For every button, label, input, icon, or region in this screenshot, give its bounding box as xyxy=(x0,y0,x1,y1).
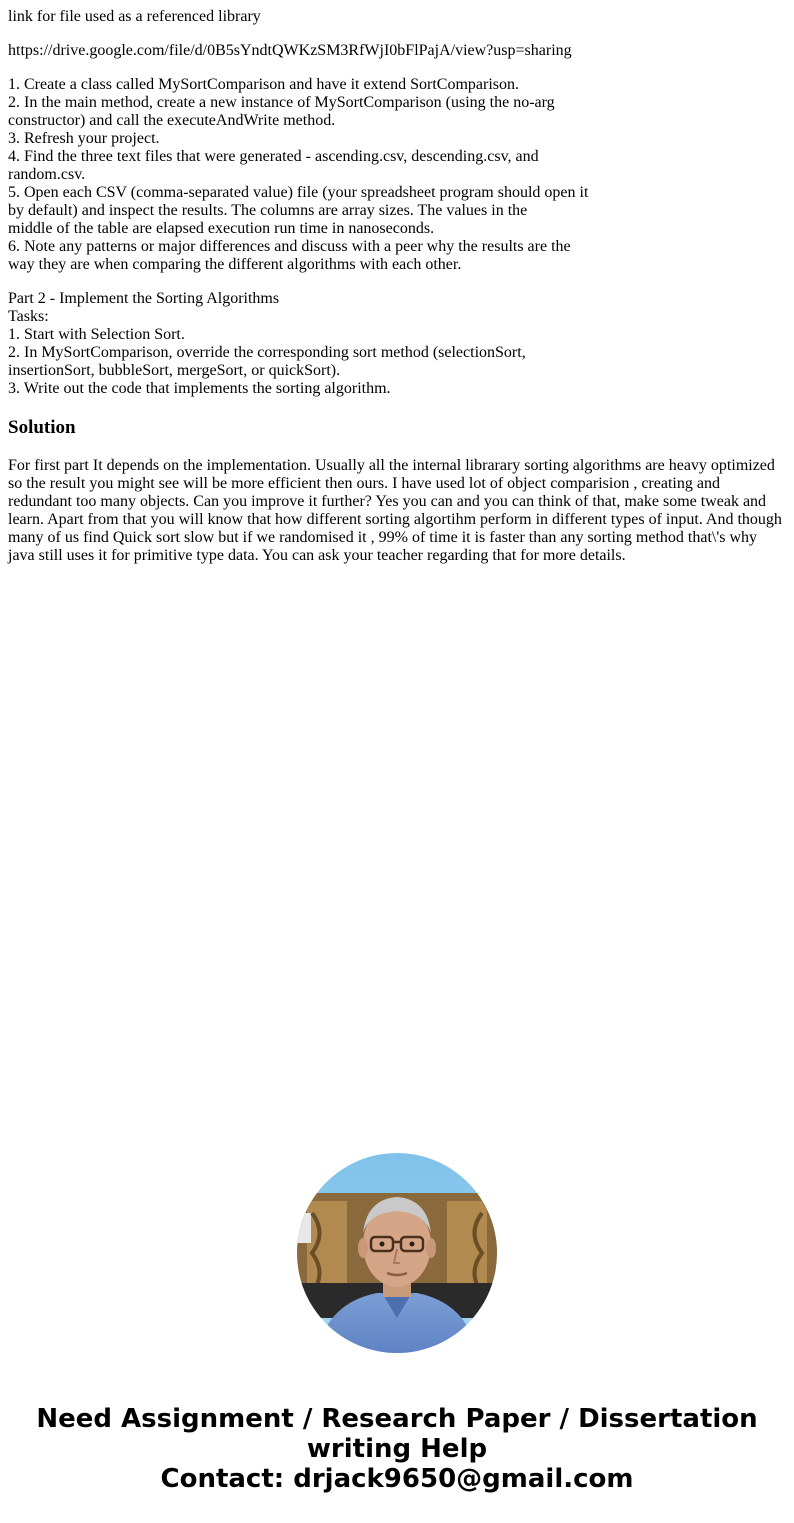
part2-line: 1. Start with Selection Sort. xyxy=(8,326,185,343)
part1-line: 6. Note any patterns or major differences and discuss with a peer why the results are the xyxy=(8,238,571,255)
part1-line: 3. Refresh your project. xyxy=(8,130,160,147)
drive-link[interactable]: https://drive.google.com/file/d/0B5sYndtQWKzSM3RfWjI0bFlPajA/view?usp=sharing xyxy=(8,42,572,59)
contact-banner xyxy=(0,1404,794,1494)
part1-line: 2. In the main method, create a new instance of MySortComparison (using the no-arg xyxy=(8,94,555,111)
part1-line: 4. Find the three text files that were generated - ascending.csv, descending.csv, and xyxy=(8,148,539,165)
part2-title: Part 2 - Implement the Sorting Algorithms xyxy=(8,290,280,307)
document-body xyxy=(8,8,786,414)
part1-instructions xyxy=(8,76,786,274)
solution-line: For first part It depends on the implementation. Usually all the internal librarary sorting algorithms are heavy optimized xyxy=(8,457,775,474)
contact-email[interactable]: Contact: drjack9650@gmail.com xyxy=(160,1464,634,1494)
part1-line: middle of the table are elapsed execution run time in nanoseconds. xyxy=(8,220,435,237)
solution-line: many of us find Quick sort slow but if we randomised it , 99% of time it is faster than any sorting method that\'s why xyxy=(8,529,757,546)
solution-line: learn. Apart from that you will know that how different sorting algortihm perform in different types of input. And though xyxy=(8,511,782,528)
solution-heading: Solution xyxy=(8,417,76,438)
author-avatar xyxy=(297,1153,497,1353)
link-label: link for file used as a referenced library xyxy=(8,8,261,25)
part1-line: 1. Create a class called MySortComparison and have it extend SortComparison. xyxy=(8,76,519,93)
part2-line: 3. Write out the code that implements the sorting algorithm. xyxy=(8,380,391,397)
part1-line: 5. Open each CSV (comma-separated value) file (your spreadsheet program should open it xyxy=(8,184,589,201)
solution-line: java still uses it for primitive type data. You can ask your teacher regarding that for more details. xyxy=(8,547,626,564)
part2-line: Tasks: xyxy=(8,308,49,325)
part2-instructions xyxy=(8,290,786,398)
person-photo-icon xyxy=(297,1153,497,1353)
part2-line: 2. In MySortComparison, override the corresponding sort method (selectionSort, xyxy=(8,344,526,361)
cta-line: writing Help xyxy=(306,1434,488,1464)
cta-line: Need Assignment / Research Paper / Dissertation xyxy=(36,1404,758,1434)
part1-line: random.csv. xyxy=(8,166,86,183)
solution-line: redundant too many objects. Can you improve it further? Yes you can and you can think of that, make some tweak and xyxy=(8,493,767,510)
part1-line: way they are when comparing the different algorithms with each other. xyxy=(8,256,462,273)
part1-line: constructor) and call the executeAndWrite method. xyxy=(8,112,336,129)
part2-line: insertionSort, bubbleSort, mergeSort, or quickSort). xyxy=(8,362,341,379)
part1-line: by default) and inspect the results. The columns are array sizes. The values in the xyxy=(8,202,528,219)
solution-line: so the result you might see will be more efficient then ours. I have used lot of object comparision , creating and xyxy=(8,475,720,492)
solution-text xyxy=(8,457,788,565)
